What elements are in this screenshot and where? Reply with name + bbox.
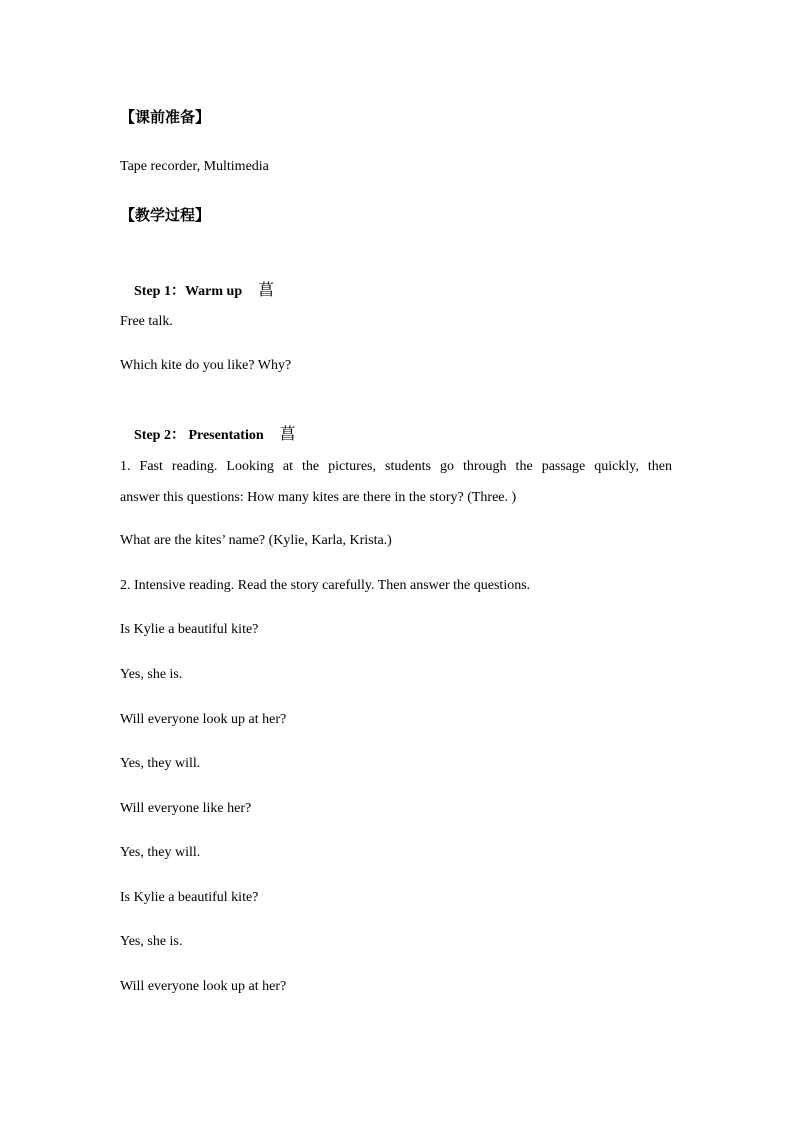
qa-line: Will everyone like her?	[120, 801, 252, 816]
qa-line: Yes, she is.	[120, 667, 183, 682]
process-heading: 【教学过程】	[120, 208, 211, 224]
step1-line-1: Free talk.	[120, 314, 173, 329]
item1-line-2: answer this questions: How many kites are there in the story? (Three. )	[120, 490, 517, 505]
qa-line: Is Kylie a beautiful kite?	[120, 890, 259, 905]
item1-line-1: 1. Fast reading. Looking at the pictures, students go through the passage quickly, then	[120, 459, 672, 474]
qa-line: Yes, they will.	[120, 756, 201, 771]
prep-heading: 【课前准备】	[120, 110, 211, 126]
qa-line: Is Kylie a beautiful kite?	[120, 622, 259, 637]
step2-label: Step 2： Presentation	[134, 428, 264, 443]
qa-line: Will everyone look up at her?	[120, 979, 287, 994]
qa-line: Yes, they will.	[120, 845, 201, 860]
step1-mark: 菖	[258, 282, 275, 299]
item1-line-3: What are the kites’ name? (Kylie, Karla, Krista.)	[120, 533, 392, 548]
item1-paragraph	[120, 451, 672, 513]
step1-line-2: Which kite do you like? Why?	[120, 358, 292, 373]
item2-text: 2. Intensive reading. Read the story carefully. Then answer the questions.	[120, 578, 531, 593]
step2-mark: 菖	[279, 426, 296, 443]
prep-text: Tape recorder, Multimedia	[120, 159, 269, 174]
qa-line: Will everyone look up at her?	[120, 712, 287, 727]
step1-label: Step 1：Warm up	[134, 284, 243, 299]
step1-heading	[120, 264, 274, 319]
qa-line: Yes, she is.	[120, 934, 183, 949]
